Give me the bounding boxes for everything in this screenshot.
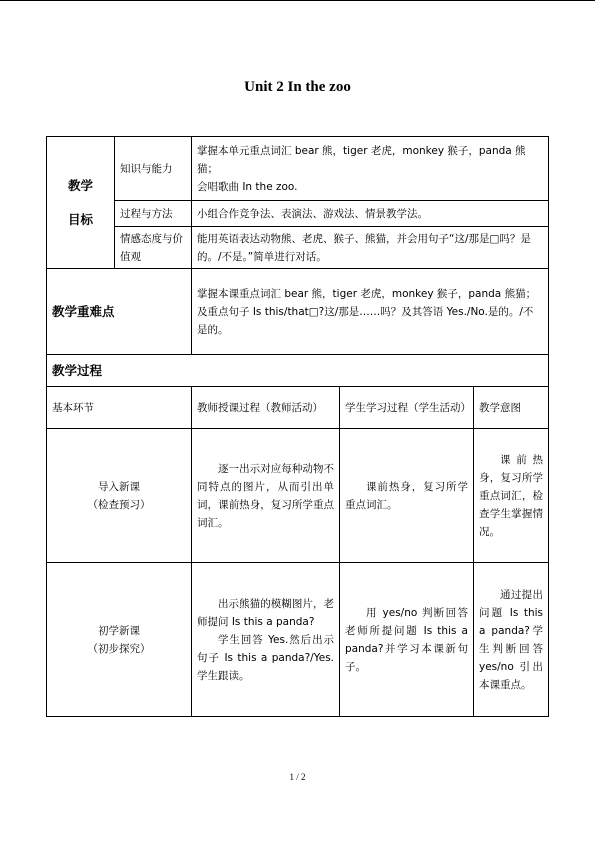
student-cell: 用 yes/no 判断回答老师所提问题 Is this a panda?并学习本课新句子。	[340, 563, 474, 717]
header-intent: 教学意图	[474, 387, 549, 429]
header-student: 学生学习过程（学生活动）	[340, 387, 474, 429]
process-title-row	[47, 355, 549, 387]
process-label: 过程与方法	[115, 201, 192, 227]
student-cell: 课前热身，复习所学重点词汇。	[340, 429, 474, 563]
intent-cell: 课前热身，复习所学重点词汇，检查学生掌握情况。	[474, 429, 549, 563]
emotion-row	[47, 227, 549, 269]
teacher-cell: 逐一出示对应每种动物不同特点的图片，从而引出单词，课前热身，复习所学重点词汇。	[192, 429, 340, 563]
key-points-label: 教学重难点	[47, 269, 192, 355]
emotion-text: 能用英语表达动物熊、老虎、猴子、熊猫，并会用句子“这/那是□吗？是的。/不是。”简单进行对话。	[192, 227, 549, 269]
process-text: 小组合作竞争法、表演法、游戏法、情景教学法。	[192, 201, 549, 227]
header-teacher: 教师授课过程（教师活动）	[192, 387, 340, 429]
objectives-label: 教学 目标	[47, 137, 115, 269]
key-points-text: 掌握本课重点词汇 bear 熊，tiger 老虎，monkey 猴子，panda 熊猫； 及重点句子 Is this/that□?这/那是……吗？及其答语 Yes./No.是的。/不是的。	[192, 269, 549, 355]
process-header-row	[47, 387, 549, 429]
table-row	[47, 429, 549, 563]
header-stage: 基本环节	[47, 387, 192, 429]
objectives-row	[47, 137, 549, 201]
lesson-plan-table	[46, 136, 549, 717]
stage-cell: 初学新课 （初步探究）	[47, 563, 192, 717]
process-title: 教学过程	[47, 355, 549, 387]
stage-cell: 导入新课 （检查预习）	[47, 429, 192, 563]
table-row	[47, 563, 549, 717]
teacher-cell: 出示熊猫的模糊图片，老师提问 Is this a panda? 学生回答 Yes.然后出示句子 Is this a panda?/Yes.学生跟读。	[192, 563, 340, 717]
knowledge-label: 知识与能力	[115, 137, 192, 201]
emotion-label: 情感态度与价值观	[115, 227, 192, 269]
intent-cell: 通过提出问题 Is this a panda?学生判断回答 yes/no 引出本课重点。	[474, 563, 549, 717]
key-points-row	[47, 269, 549, 355]
process-method-row	[47, 201, 549, 227]
page-title: Unit 2 In the zoo	[244, 79, 351, 95]
page-number: 1 / 2	[289, 772, 306, 782]
top-rule	[0, 0, 595, 1]
knowledge-text: 掌握本单元重点词汇 bear 熊，tiger 老虎，monkey 猴子，panda 熊猫； 会唱歌曲 In the zoo.	[192, 137, 549, 201]
